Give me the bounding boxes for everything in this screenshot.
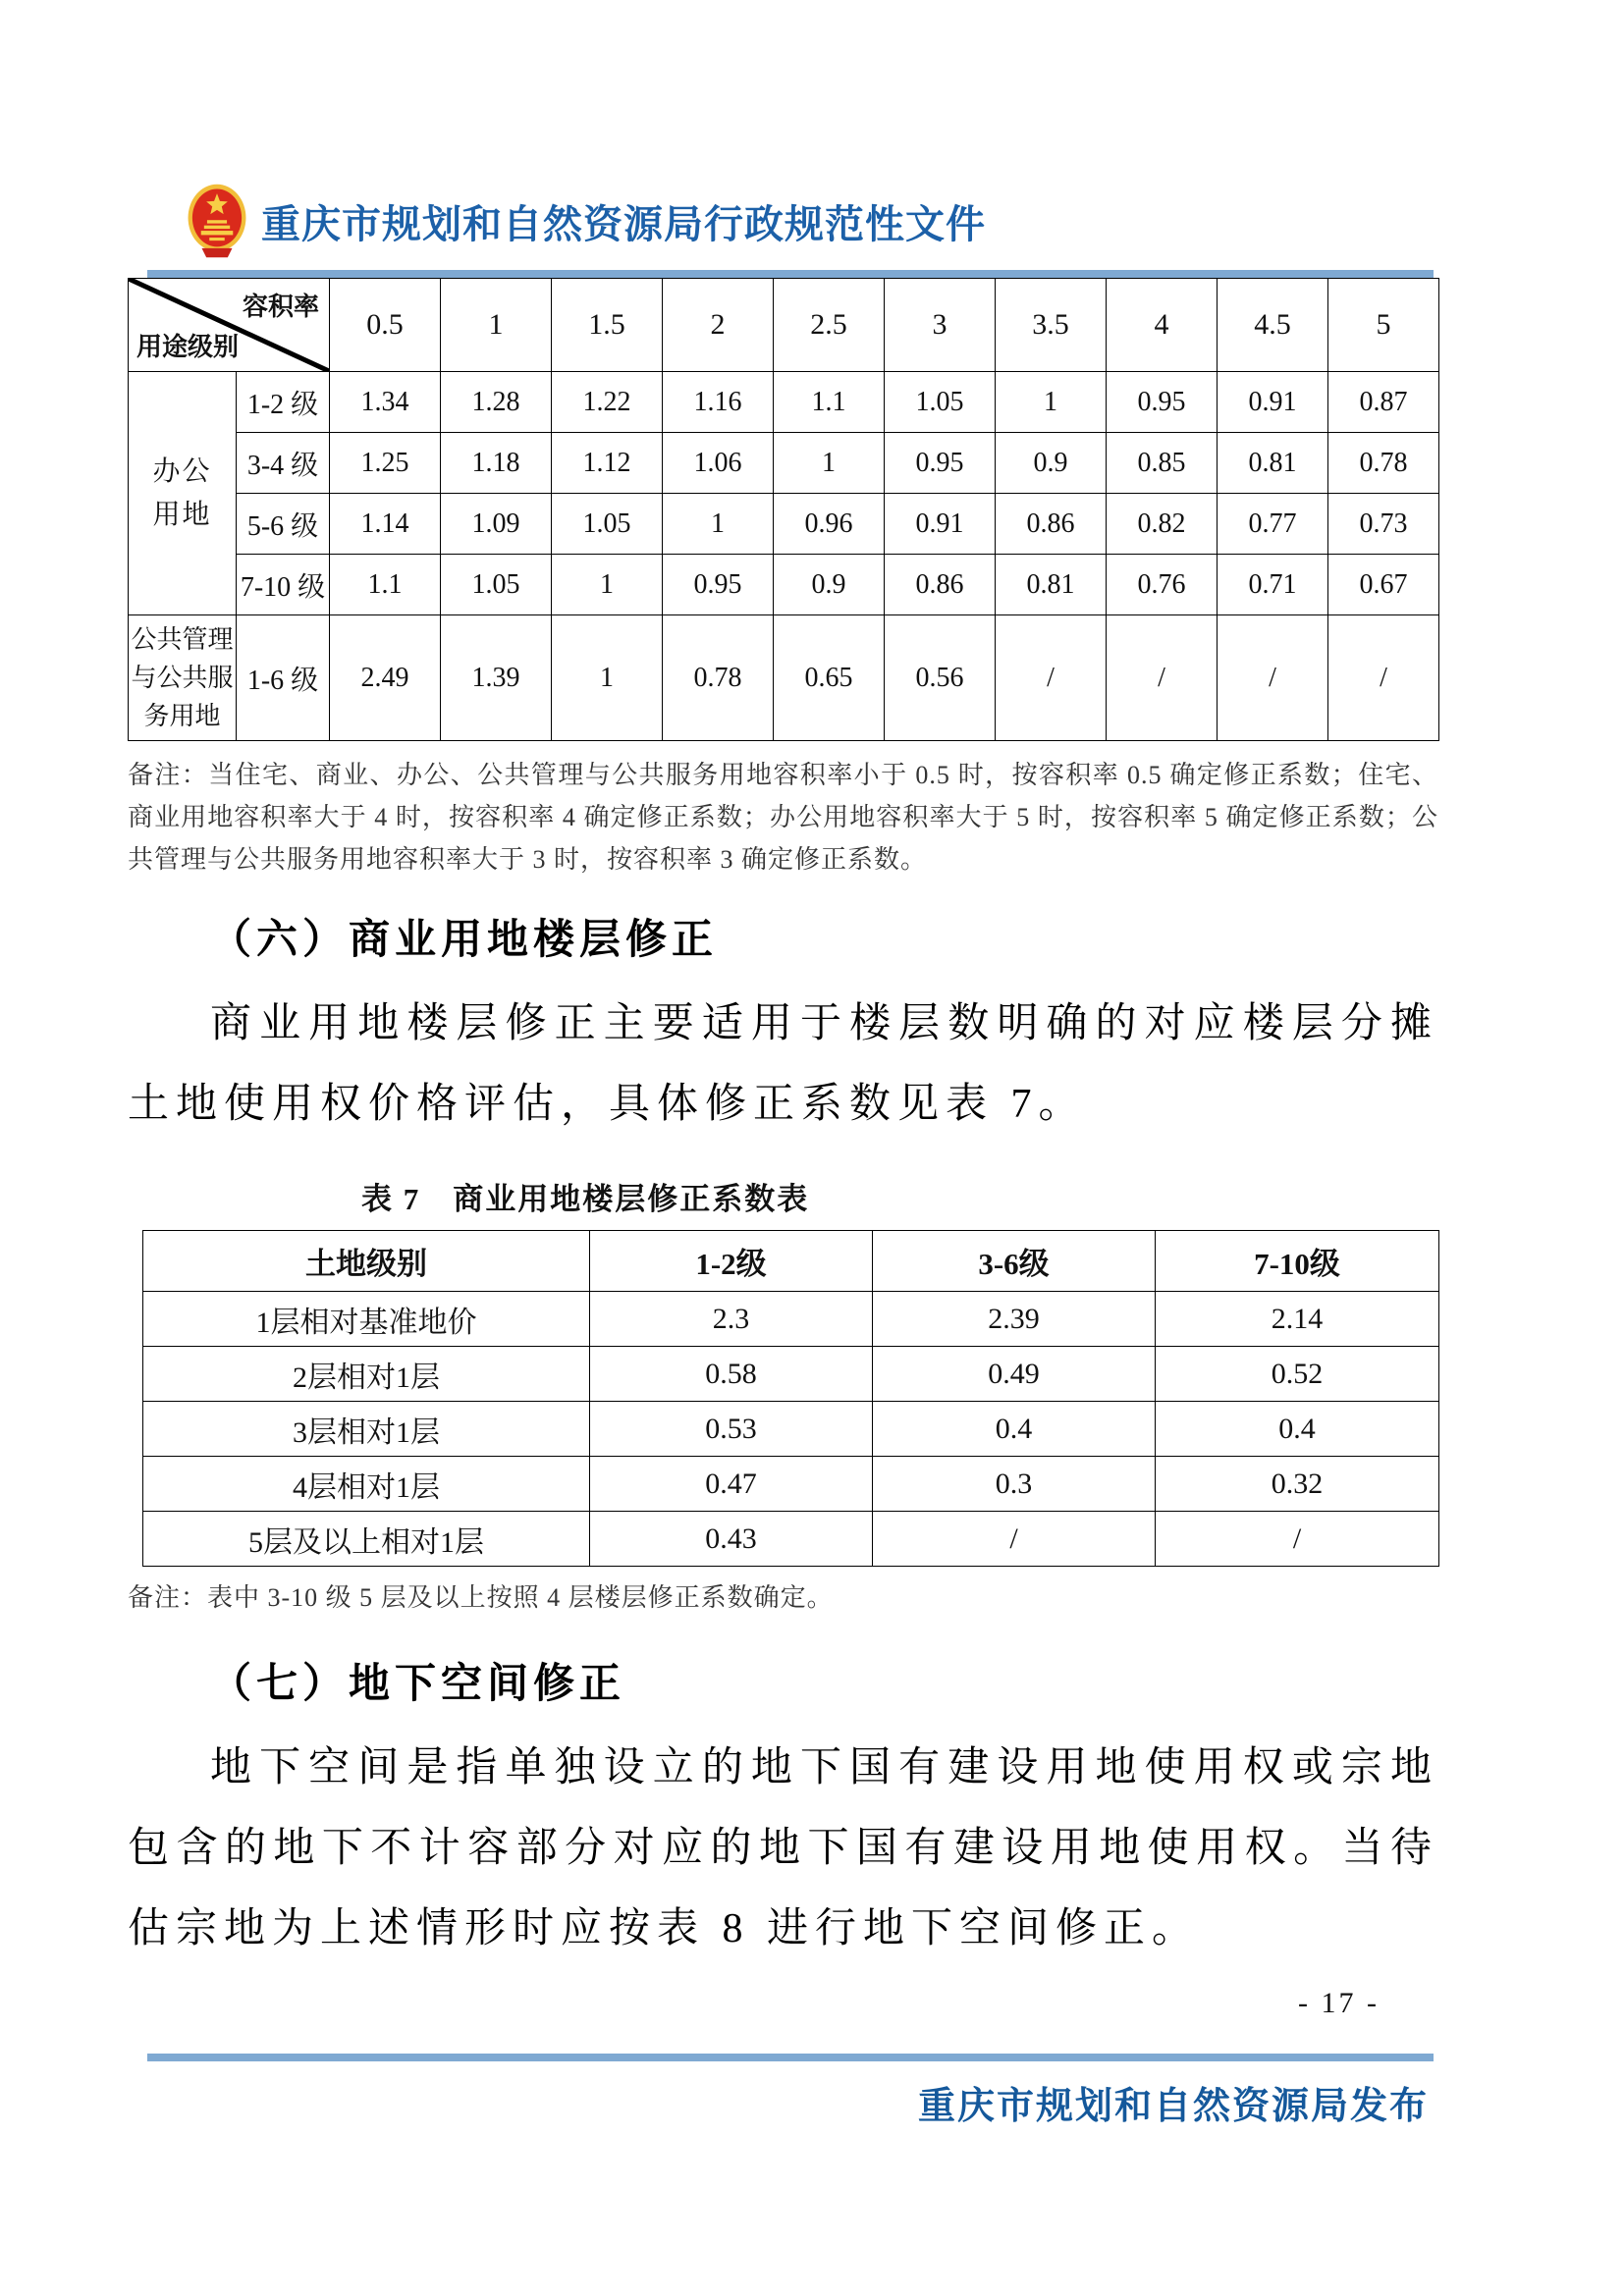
coefficient-cell: 1.14 [330, 494, 441, 555]
table-row [143, 1457, 1439, 1512]
floor-header-row [143, 1231, 1439, 1292]
coefficient-cell: 0.91 [885, 494, 996, 555]
row-label: 1层相对基准地价 [143, 1292, 590, 1347]
coefficient-cell: 0.71 [1218, 555, 1328, 615]
table-row [129, 372, 1439, 433]
far-column-header: 5 [1328, 279, 1439, 372]
document-header [128, 182, 1438, 260]
section-seven-body: 地下空间是指单独设立的地下国有建设用地使用权或宗地包含的地下不计容部分对应的地下国有建设用地使用权。当待估宗地为上述情形时应按表 8 进行地下空间修正。 [128, 1745, 1438, 1951]
table-row [129, 494, 1439, 555]
coefficient-cell: 2.49 [330, 615, 441, 741]
row-label: 4层相对1层 [143, 1457, 590, 1512]
coefficient-cell: 0.95 [663, 555, 774, 615]
far-column-header: 0.5 [330, 279, 441, 372]
coefficient-cell: 1.1 [774, 372, 885, 433]
coefficient-cell: 0.96 [774, 494, 885, 555]
coefficient-cell: 0.4 [1156, 1402, 1439, 1457]
table-row [129, 555, 1439, 615]
coefficient-cell: 0.95 [885, 433, 996, 494]
coefficient-cell: 2.14 [1156, 1292, 1439, 1347]
coefficient-cell: 1.05 [441, 555, 552, 615]
coefficient-cell: 0.9 [996, 433, 1107, 494]
coefficient-cell: 0.87 [1328, 372, 1439, 433]
coefficient-cell: / [873, 1512, 1156, 1567]
coefficient-cell: 1 [552, 555, 663, 615]
section-seven-heading: （七）地下空间修正 [210, 1662, 626, 1707]
floor-column-header: 7-10级 [1156, 1231, 1439, 1292]
coefficient-cell: 1 [552, 615, 663, 741]
land-use-category-cell [129, 372, 237, 615]
grade-cell: 7-10 级 [237, 555, 330, 615]
row-label: 2层相对1层 [143, 1347, 590, 1402]
table-row [143, 1292, 1439, 1347]
coefficient-cell: 0.53 [590, 1402, 873, 1457]
category-line: 办公 [152, 456, 212, 488]
corner-label-far: 容积率 [242, 293, 319, 321]
category-line: 与公共服 [131, 664, 234, 692]
publisher-line: 重庆市规划和自然资源局发布 [917, 2086, 1429, 2127]
land-use-category-cell [129, 615, 237, 741]
coefficient-cell: 1.22 [552, 372, 663, 433]
coefficient-cell: 0.3 [873, 1457, 1156, 1512]
category-line: 用地 [152, 499, 212, 530]
floor-correction-table [142, 1230, 1439, 1567]
coefficient-cell: 0.56 [885, 615, 996, 741]
coefficient-cell: 0.67 [1328, 555, 1439, 615]
coefficient-cell: 1 [663, 494, 774, 555]
coefficient-cell: 0.76 [1107, 555, 1218, 615]
coefficient-cell: 0.9 [774, 555, 885, 615]
coefficient-cell: 1.1 [330, 555, 441, 615]
coefficient-cell: 1.05 [552, 494, 663, 555]
grade-cell: 3-4 级 [237, 433, 330, 494]
table-row [129, 615, 1439, 741]
section-six-body: 商业用地楼层修正主要适用于楼层数明确的对应楼层分摊土地使用权价格评估，具体修正系数见表 7。 [128, 1001, 1438, 1127]
coefficient-cell: / [1218, 615, 1328, 741]
far-column-header: 2.5 [774, 279, 885, 372]
coefficient-cell: 1.25 [330, 433, 441, 494]
far-column-header: 3.5 [996, 279, 1107, 372]
category-line: 务用地 [143, 702, 221, 730]
coefficient-cell: 1.12 [552, 433, 663, 494]
far-column-header: 1 [441, 279, 552, 372]
coefficient-cell: 0.43 [590, 1512, 873, 1567]
national-emblem-icon [187, 183, 247, 259]
far-column-header: 4.5 [1218, 279, 1328, 372]
diagonal-header-cell [129, 279, 330, 372]
header-rule [147, 270, 1434, 278]
coefficient-cell: 0.4 [873, 1402, 1156, 1457]
coefficient-cell: 0.65 [774, 615, 885, 741]
footer-rule [147, 2054, 1434, 2061]
coefficient-cell: 0.73 [1328, 494, 1439, 555]
coefficient-cell: 1.34 [330, 372, 441, 433]
row-label: 3层相对1层 [143, 1402, 590, 1457]
coefficient-cell: / [996, 615, 1107, 741]
coefficient-cell: 0.81 [1218, 433, 1328, 494]
coefficient-cell: 0.95 [1107, 372, 1218, 433]
floor-table-title: 表 7 商业用地楼层修正系数表 [361, 1182, 810, 1216]
table-row [143, 1402, 1439, 1457]
section-six-heading: （六）商业用地楼层修正 [210, 918, 719, 963]
floor-column-header: 土地级别 [143, 1231, 590, 1292]
coefficient-cell: 0.86 [885, 555, 996, 615]
coefficient-cell: 1 [996, 372, 1107, 433]
far-correction-table [128, 278, 1439, 741]
coefficient-cell: 1.18 [441, 433, 552, 494]
coefficient-cell: 2.3 [590, 1292, 873, 1347]
coefficient-cell: 1.09 [441, 494, 552, 555]
table-row [143, 1347, 1439, 1402]
far-column-header: 3 [885, 279, 996, 372]
coefficient-cell: 1.39 [441, 615, 552, 741]
coefficient-cell: 2.39 [873, 1292, 1156, 1347]
coefficient-cell: / [1328, 615, 1439, 741]
coefficient-cell: / [1156, 1512, 1439, 1567]
grade-cell: 5-6 级 [237, 494, 330, 555]
coefficient-cell: 0.78 [1328, 433, 1439, 494]
far-column-header: 2 [663, 279, 774, 372]
coefficient-cell: 0.82 [1107, 494, 1218, 555]
coefficient-cell: 1.16 [663, 372, 774, 433]
coefficient-cell: 0.85 [1107, 433, 1218, 494]
table-row [143, 1512, 1439, 1567]
far-column-header: 1.5 [552, 279, 663, 372]
coefficient-cell: 1.28 [441, 372, 552, 433]
far-table-note: 备注：当住宅、商业、办公、公共管理与公共服务用地容积率小于 0.5 时，按容积率 0.5 确定修正系数；住宅、商业用地容积率大于 4 时，按容积率 4 确定修正系数；办公用地容积率大于 5 时，按容积率 5 确定修正系数；公共管理与公共服务用地容积率大于 3 时，按容积率 3 确定修正系数。 [128, 761, 1438, 874]
table-row [129, 433, 1439, 494]
coefficient-cell: 0.58 [590, 1347, 873, 1402]
floor-table-note: 备注：表中 3-10 级 5 层及以上按照 4 层楼层修正系数确定。 [128, 1583, 834, 1612]
coefficient-cell: 0.47 [590, 1457, 873, 1512]
far-header-row [129, 279, 1439, 372]
floor-column-header: 3-6级 [873, 1231, 1156, 1292]
coefficient-cell: 0.91 [1218, 372, 1328, 433]
coefficient-cell: 0.81 [996, 555, 1107, 615]
coefficient-cell: / [1107, 615, 1218, 741]
grade-cell: 1-6 级 [237, 615, 330, 741]
grade-cell: 1-2 级 [237, 372, 330, 433]
floor-column-header: 1-2级 [590, 1231, 873, 1292]
page-number: - 17 - [1298, 1987, 1380, 2019]
coefficient-cell: 0.77 [1218, 494, 1328, 555]
coefficient-cell: 0.78 [663, 615, 774, 741]
row-label: 5层及以上相对1层 [143, 1512, 590, 1567]
coefficient-cell: 0.52 [1156, 1347, 1439, 1402]
corner-label-use-grade: 用途级别 [136, 333, 240, 361]
coefficient-cell: 0.49 [873, 1347, 1156, 1402]
coefficient-cell: 1 [774, 433, 885, 494]
coefficient-cell: 1.05 [885, 372, 996, 433]
coefficient-cell: 0.86 [996, 494, 1107, 555]
document-title: 重庆市规划和自然资源局行政规范性文件 [261, 201, 986, 246]
coefficient-cell: 1.06 [663, 433, 774, 494]
coefficient-cell: 0.32 [1156, 1457, 1439, 1512]
far-column-header: 4 [1107, 279, 1218, 372]
category-line: 公共管理 [131, 625, 234, 654]
